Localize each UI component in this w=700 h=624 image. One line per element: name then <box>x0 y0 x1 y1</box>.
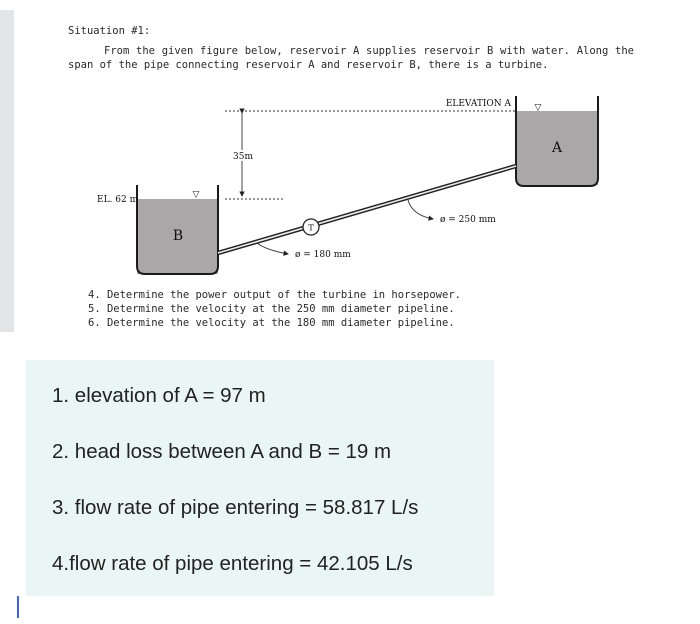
elevation-b-label: EL. 62 m <box>97 195 139 205</box>
situation-title: Situation #1: <box>68 25 151 37</box>
answer-item: 4.flow rate of pipe entering = 42.105 L/s <box>52 552 413 575</box>
pipe-250-leader <box>408 200 433 219</box>
reservoir-a-label: A <box>551 140 563 156</box>
problem-statement: From the given figure below, reservoir A supplies reservoir B with water. Along the span of the pipe connecting reservoir A and reservoir B, there is a turbine. <box>68 45 634 71</box>
height-dimension-label: 35m <box>233 152 253 162</box>
question-list <box>88 288 461 330</box>
pipe-250-label: ø = 250 mm <box>440 215 496 225</box>
pipe-180-label: ø = 180 mm <box>295 250 351 260</box>
pipe-180-leader <box>257 243 288 254</box>
water-surface-b-icon: ▽ <box>192 190 200 200</box>
question-item: 6. Determine the velocity at the 180 mm diameter pipeline. <box>88 317 455 329</box>
question-item: 5. Determine the velocity at the 250 mm diameter pipeline. <box>88 303 455 315</box>
reservoir-b-label: B <box>172 228 184 244</box>
turbine-label: T <box>308 223 314 234</box>
text-cursor <box>17 596 19 618</box>
answer-item: 2. head loss between A and B = 19 m <box>52 440 392 463</box>
answer-item: 1. elevation of A = 97 m <box>52 384 266 407</box>
elevation-a-label: ELEVATION A <box>445 99 511 109</box>
pipe <box>218 166 516 253</box>
water-surface-a-icon: ▽ <box>534 103 542 113</box>
answer-item: 3. flow rate of pipe entering = 58.817 L/s <box>52 496 419 519</box>
question-item: 4. Determine the power output of the turbine in horsepower. <box>88 289 461 301</box>
answer-panel <box>26 360 494 596</box>
